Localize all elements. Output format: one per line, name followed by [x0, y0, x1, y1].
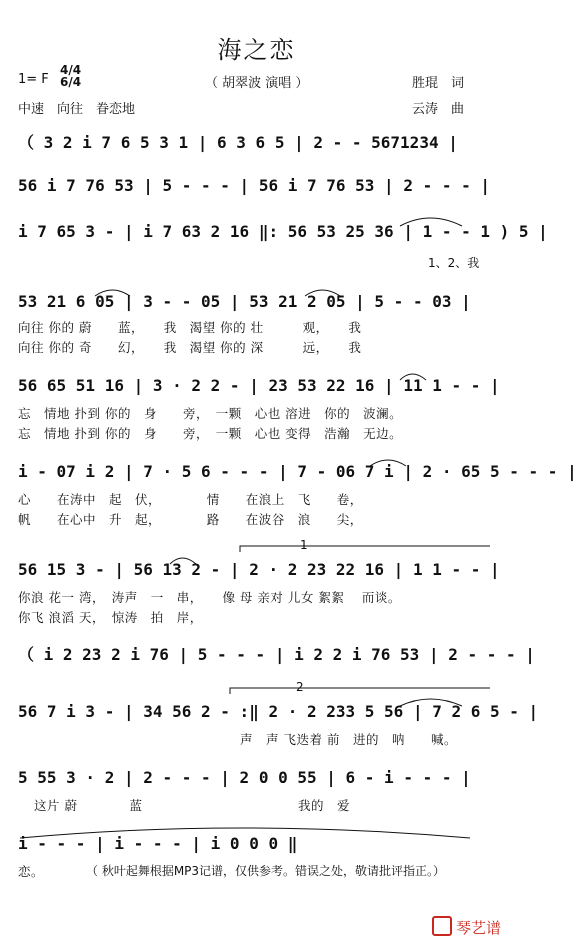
slur-line-6 — [370, 460, 406, 466]
lyric-line-4a: 你浪 花一 湾， 涛声 一 串， 像 母 亲对 儿女 絮絮 而谈。 — [18, 590, 401, 605]
lyric-line-2a: 忘 情地 扑到 你的 身 旁， 一颗 心也 溶进 你的 波澜。 — [18, 406, 403, 421]
song-title: 海之恋 — [217, 36, 296, 64]
score-line-2: 56 i 7 76 53 | 5 - - - | 56 i 7 76 53 | 2 - - - | — [18, 176, 491, 195]
slur-line-4a — [95, 290, 130, 296]
lyric-line-1a: 向往 你的 蔚 蓝， 我 渴望 你的 壮 观， 我 — [18, 320, 362, 335]
lyric-line-1b: 向往 你的 奇 幻， 我 渴望 你的 深 远， 我 — [18, 340, 362, 355]
time-signature-6-4: 6/4 — [60, 75, 82, 89]
score-line-9: 56 7 i 3 - | 34 56 2 - :‖ 2 · 2 233 5 56 | 7 2 6 5 - | — [18, 702, 539, 721]
lyric-line-6a: 这片 蔚 蓝 — [34, 798, 143, 813]
lyric-line-6b: 我的 爱 — [298, 798, 351, 813]
score-line-1: （ 3 2 i 7 6 5 3 1 | 6 3 6 5 | 2 - - 5671234 | — [18, 133, 458, 152]
score-line-3: i 7 65 3 - | i 7 63 2 16 ‖: 56 53 25 36 | 1 - - 1 ) 5 | — [18, 222, 548, 241]
score-line-10: 5 55 3 · 2 | 2 - - - | 2 0 0 55 | 6 - i - - - | — [18, 768, 471, 787]
site-logo — [432, 916, 501, 938]
lyric-line-4b: 你飞 浪滔 天， 惊涛 拍 岸， — [18, 610, 203, 625]
slur-line-5 — [400, 374, 426, 380]
score-line-11: i - - - | i - - - | i 0 0 0 ‖ — [18, 834, 298, 853]
score-line-5: 56 65 51 16 | 3 · 2 2 - | 23 53 22 16 | 11 1 - - | — [18, 376, 500, 395]
slur-line-7 — [170, 558, 196, 564]
score-line-7: 56 15 3 - | 56 13 2 - | 2 · 2 23 22 16 | 1 1 - - | — [18, 560, 500, 579]
composer: 云涛 曲 — [412, 102, 465, 117]
lyric-line-3a: 心 在涛中 起 伏， 情 在浪上 飞 卷， — [18, 492, 363, 507]
volta-1-bracket — [240, 546, 490, 552]
verse-marker: 1、2、我 — [428, 256, 480, 270]
score-line-6: i - 07 i 2 | 7 · 5 6 - - - | 7 - 06 7 i | 2 · 65 5 - - - | — [18, 462, 577, 481]
logo-mark-icon — [432, 916, 452, 936]
lyric-line-7: 恋。 — [18, 864, 45, 879]
lyric-line-5: 声 声 飞迭着 前 进的 呐 喊。 — [240, 732, 457, 747]
tempo-marking: 中速 向往 眷恋地 — [18, 102, 136, 117]
lyricist: 胜琨 词 — [412, 76, 465, 91]
score-line-8: （ i 2 23 2 i 76 | 5 - - - | i 2 2 i 76 53 | 2 - - - | — [18, 645, 535, 664]
volta-1-label: 1 — [300, 538, 308, 552]
volta-2-label: 2 — [296, 680, 304, 694]
slur-line-9 — [400, 699, 462, 706]
lyric-line-3b: 帆 在心中 升 起， 路 在波谷 浪 尖， — [18, 512, 363, 527]
logo-text: 琴艺谱 — [455, 919, 501, 937]
lyric-line-2b: 忘 情地 扑到 你的 身 旁， 一颗 心也 变得 浩瀚 无边。 — [18, 426, 403, 441]
volta-2-bracket — [230, 688, 490, 694]
transcription-note: （ 秋叶起舞根据MP3记谱，仅供参考。错误之处，敬请批评指正。） — [86, 864, 446, 878]
slur-line-3 — [400, 218, 462, 226]
performer: （ 胡翠波 演唱 ） — [205, 76, 309, 91]
slur-line-4b — [305, 290, 340, 296]
key-signature: 1= F — [18, 72, 49, 87]
slur-line-11 — [20, 828, 470, 838]
score-line-4: 53 21 6 05 | 3 - - 05 | 53 21 2 05 | 5 - - 03 | — [18, 292, 471, 311]
time-signature-4-4: 4/4 — [60, 63, 82, 77]
